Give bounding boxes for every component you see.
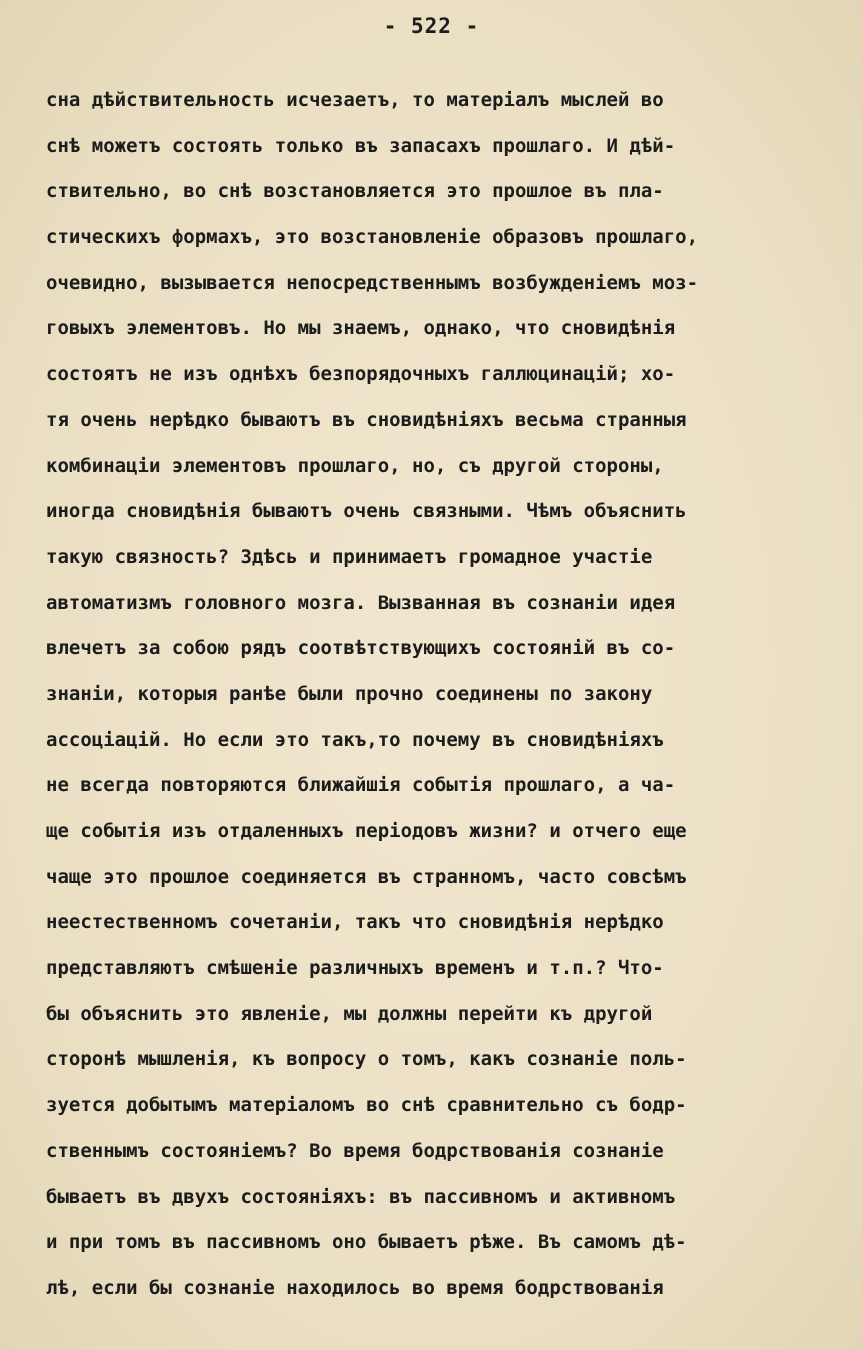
text-line: знаніи, которыя ранѣе были прочно соединены по закону — [46, 682, 653, 705]
text-line: комбинаціи элементовъ прошлаго, но, съ другой стороны, — [46, 454, 664, 477]
text-line: очевидно, вызывается непосредственнымъ возбужденіемъ моз- — [46, 271, 699, 294]
text-line: снѣ можетъ состоять только въ запасахъ прошлаго. И дѣй- — [46, 134, 676, 157]
text-line: стическихъ формахъ, это возстановленіе образовъ прошлаго, — [46, 226, 699, 249]
text-line: лѣ, если бы сознаніе находилось во время бодрствованія — [46, 1276, 664, 1299]
text-line: чаще это прошлое соединяется въ странномъ, часто совсѣмъ — [46, 865, 687, 888]
text-line: ственнымъ состояніемъ? Во время бодрствованія сознаніе — [46, 1139, 664, 1162]
text-line: такую связность? Здѣсь и принимаетъ громадное участіе — [46, 545, 653, 568]
text-line: бы объяснить это явленіе, мы должны перейти къ другой — [46, 1002, 653, 1025]
text-line: ассоціацій. Но если это такъ,то почему въ сновидѣніяхъ — [46, 728, 664, 751]
text-line: иногда сновидѣнія бываютъ очень связными. Чѣмъ объяснить — [46, 500, 687, 523]
page-number: - 522 - — [383, 14, 480, 38]
text-line: ствительно, во снѣ возстановляется это прошлое въ пла- — [46, 180, 664, 203]
text-line: ще событія изъ отдаленныхъ періодовъ жизни? и отчего еще — [46, 820, 687, 842]
body-text — [46, 78, 836, 1312]
text-line: бываетъ въ двухъ состояніяхъ: въ пассивномъ и активномъ — [46, 1185, 676, 1208]
text-line: и при томъ въ пассивномъ оно бываетъ рѣже. Въ самомъ дѣ- — [46, 1231, 687, 1254]
text-line: говыхъ элементовъ. Но мы знаемъ, однако, что сновидѣнія — [46, 317, 676, 340]
text-line: неестественномъ сочетаніи, такъ что сновидѣнія нерѣдко — [46, 911, 664, 934]
text-line: влечетъ за собою рядъ соотвѣтствующихъ состояній въ со- — [46, 637, 676, 660]
text-line: тя очень нерѣдко бываютъ въ сновидѣніяхъ весьма странныя — [46, 408, 687, 431]
text-line: сна дѣйствительность исчезаетъ, то матеріалъ мыслей во — [46, 89, 664, 111]
text-line: зуется добытымъ матеріаломъ во снѣ сравнительно съ бодр- — [46, 1094, 687, 1117]
text-line: автоматизмъ головного мозга. Вызванная въ сознаніи идея — [46, 591, 676, 614]
text-line: не всегда повторяются ближайшія событія прошлаго, а ча- — [46, 774, 676, 797]
text-line: состоятъ не изъ однѣхъ безпорядочныхъ галлюцинацій; хо- — [46, 363, 676, 386]
text-line: представляютъ смѣшеніе различныхъ временъ и т.п.? Что- — [46, 957, 664, 980]
text-line: сторонѣ мышленія, къ вопросу о томъ, какъ сознаніе поль- — [46, 1048, 687, 1071]
